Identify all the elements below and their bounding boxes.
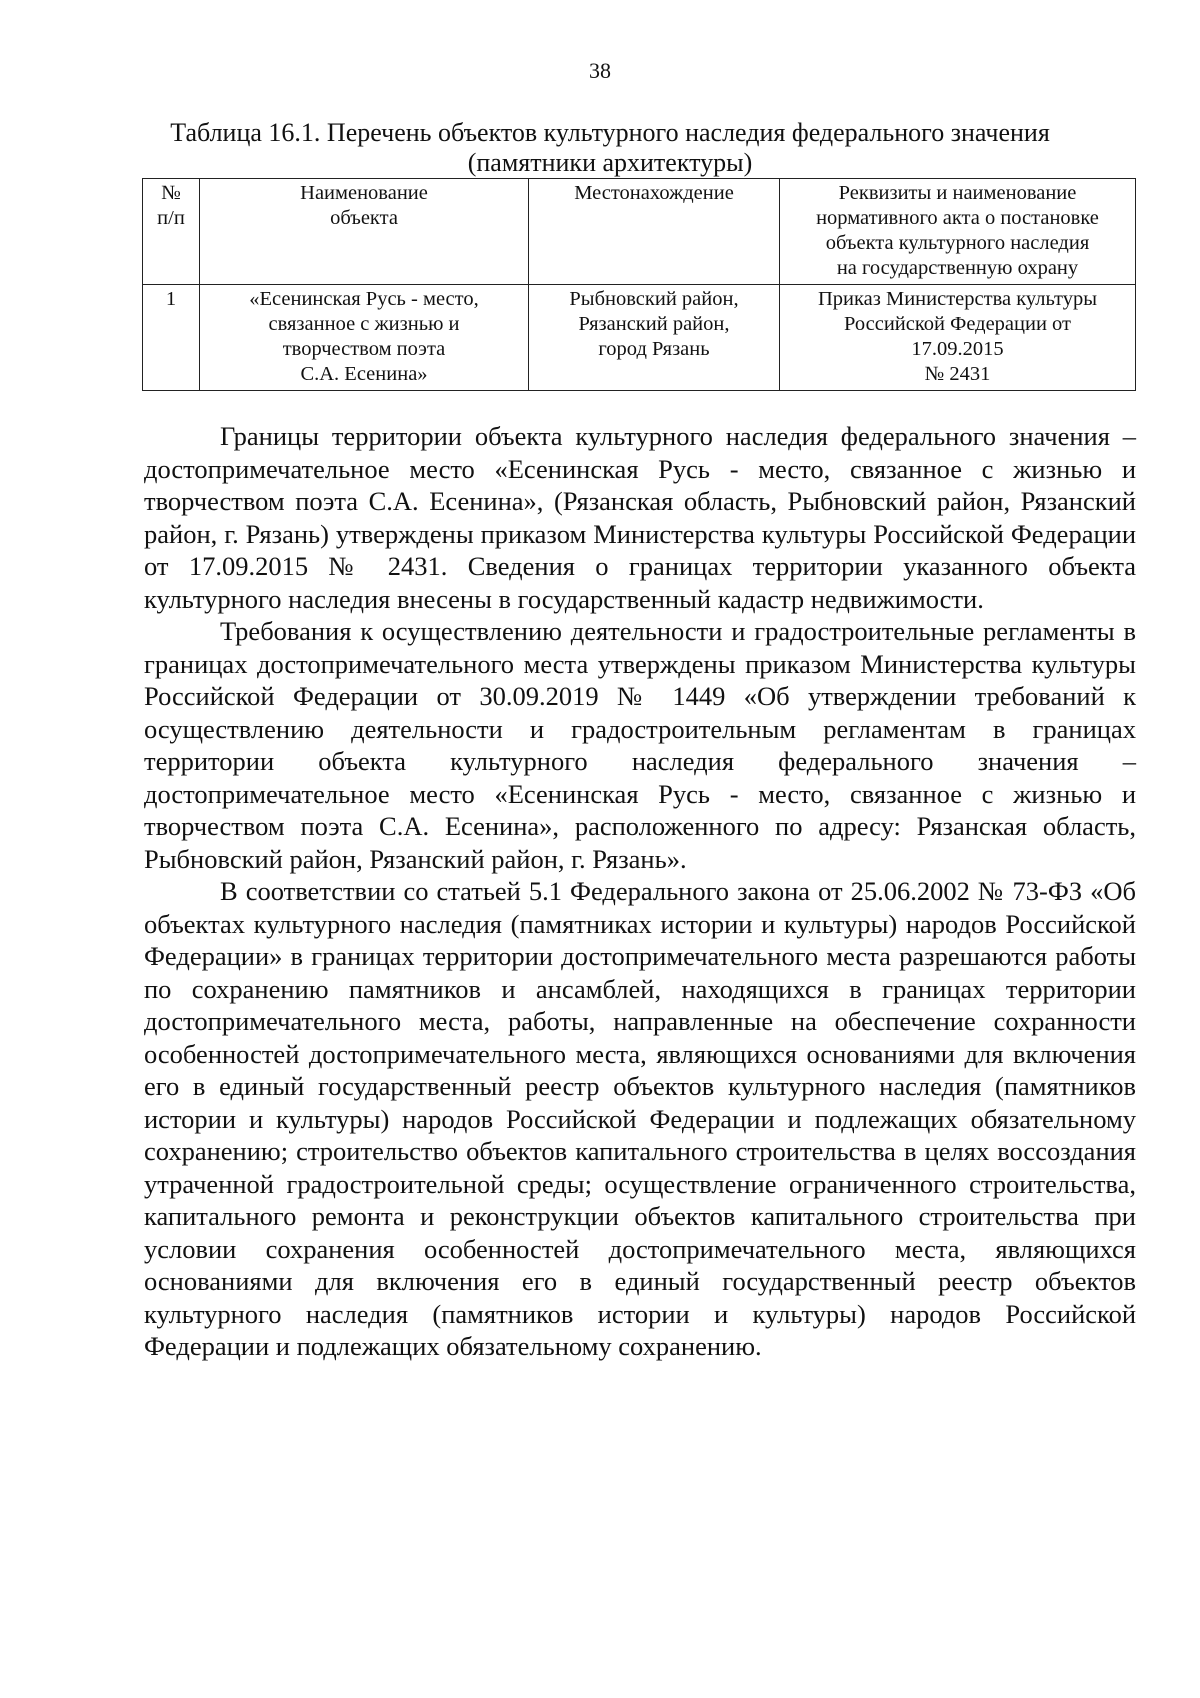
header-act-text: Реквизиты и наименование нормативного акта о постановке объекта культурного наследия на государственную охрану (816, 182, 1099, 279)
header-location-text: Местонахождение (574, 182, 734, 204)
header-number (143, 179, 200, 285)
paragraph-boundaries: Границы территории объекта культурного наследия федерального значения – достопримечательное место «Есенинская Русь - место, связанное с жизнью и творчеством поэта С.А. Есенина», (Рязанская область, Рыбновский район, Рязанский район, г. Рязань) утверждены приказом Министерства культуры Российской Федерации от 17.09.2015 № 2431. Сведения о границах территории указанного объекта культурного наследия внесены в государственный кадастр недвижимости. (144, 421, 1136, 614)
header-location (529, 179, 780, 285)
table-caption-line-2: (памятники архитектуры) (467, 148, 753, 177)
table-caption-line-1: Таблица 16.1. Перечень объектов культурного наследия федерального значения (170, 118, 1050, 147)
cell-number-text: 1 (165, 288, 177, 310)
heritage-objects-table (142, 178, 1136, 391)
document-body (144, 420, 1136, 1363)
cell-location-text: Рыбновский район, Рязанский район, город Рязань (569, 288, 739, 360)
paragraph-requirements: Требования к осуществлению деятельности и градостроительные регламенты в границах достопримечательного места утверждены приказом Министерства культуры Российской Федерации от 30.09.2019 № 1449 «Об утверждении требований к осуществлению деятельности и градостроительным регламентам в границах территории объекта культурного наследия федерального значения – достопримечательное место «Есенинская Русь - место, связанное с жизнью и творчеством поэта С.А. Есенина», расположенного по адресу: Рязанская область, Рыбновский район, Рязанский район, г. Рязань». (144, 616, 1136, 874)
cell-act-text: Приказ Министерства культуры Российской Федерации от 17.09.2015 № 2431 (817, 288, 1097, 385)
header-object-name (200, 179, 529, 285)
table-header-row (143, 179, 1136, 285)
cell-number (143, 285, 200, 391)
table-header (143, 179, 1136, 285)
table-body (143, 285, 1136, 391)
header-number-text: № п/п (157, 182, 185, 229)
header-object-name-text: Наименование объекта (300, 182, 428, 229)
table-caption (140, 118, 1080, 178)
cell-object-name-text: «Есенинская Русь - место, связанное с жизнью и творчеством поэта С.А. Есенина» (249, 288, 479, 385)
table-row (143, 285, 1136, 391)
cell-location (529, 285, 780, 391)
header-act (780, 179, 1136, 285)
cell-act (780, 285, 1136, 391)
page-number: 38 (589, 58, 611, 83)
paragraph-permitted-works: В соответствии со статьей 5.1 Федерального закона от 25.06.2002 № 73-ФЗ «Об объектах культурного наследия (памятниках истории и культуры) народов Российской Федерации» в границах территории достопримечательного места разрешаются работы по сохранению памятников и ансамблей, находящихся в границах территории достопримечательного места, работы, направленные на обеспечение сохранности особенностей достопримечательного места, являющихся основаниями для включения его в единый государственный реестр объектов культурного наследия (памятников истории и культуры) народов Российской Федерации и подлежащих обязательному сохранению; строительство объектов капитального строительства в целях воссоздания утраченной градостроительной среды; осуществление ограниченного строительства, капитального ремонта и реконструкции объектов капитального строительства при условии сохранения особенностей достопримечательного места, являющихся основаниями для включения его в единый государственный реестр объектов культурного наследия (памятников истории и культуры) народов Российской Федерации и подлежащих обязательному сохранению. (144, 876, 1136, 1361)
cell-object-name (200, 285, 529, 391)
